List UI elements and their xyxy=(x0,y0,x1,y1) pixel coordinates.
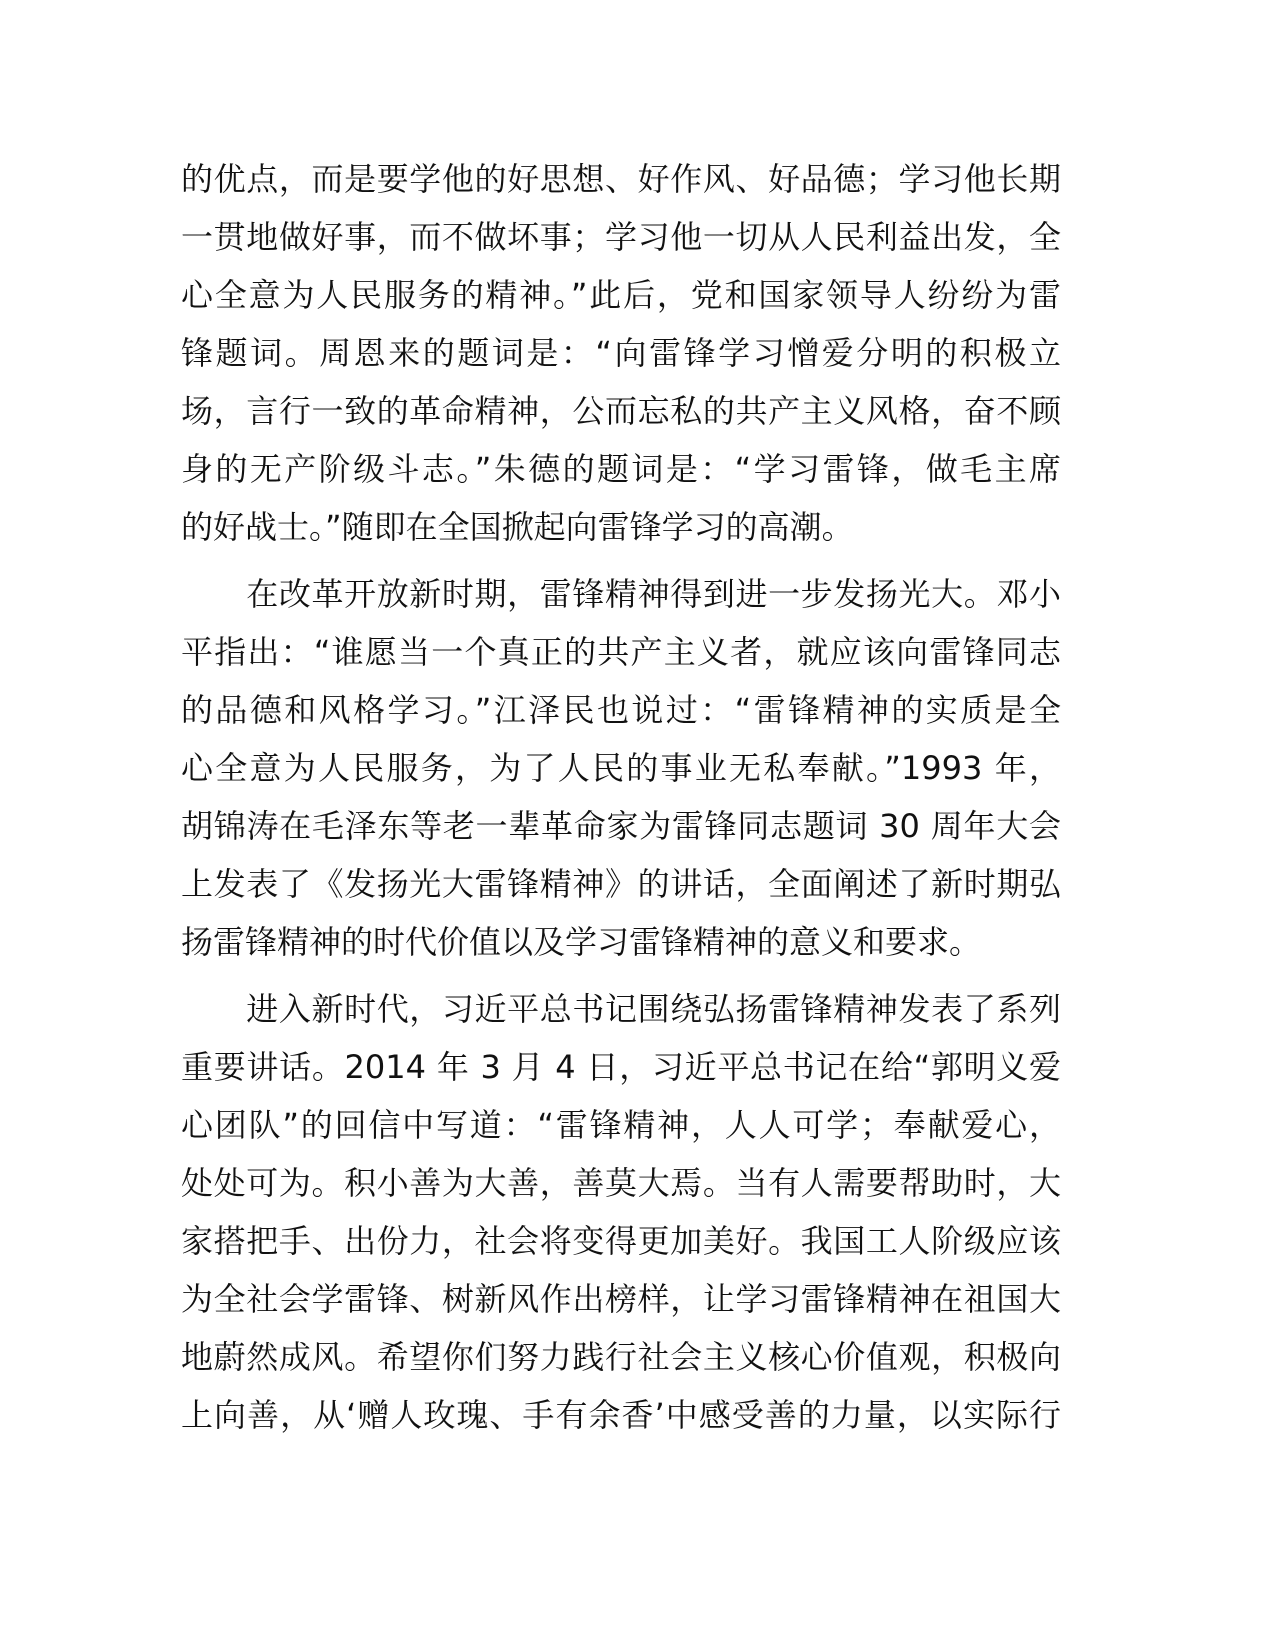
text-line: 一贯地做好事，而不做坏事；学习他一切从人民利益出发，全 xyxy=(181,218,1061,256)
text-line: 上向善，从‘赠人玫瑰、手有余香’中感受善的力量，以实际行 xyxy=(181,1396,1061,1434)
text-line: 心团队”的回信中写道：“雷锋精神，人人可学；奉献爱心， xyxy=(181,1106,1061,1144)
document-body xyxy=(181,156,1061,1450)
text-line: 地蔚然成风。希望你们努力践行社会主义核心价值观，积极向 xyxy=(181,1338,1061,1376)
paragraph-2 xyxy=(181,571,1061,977)
text-line: 身的无产阶级斗志。”朱德的题词是：“学习雷锋，做毛主席 xyxy=(181,450,1061,488)
text-line: 心全意为人民服务，为了人民的事业无私奉献。”1993 年， xyxy=(181,749,1061,787)
text-line: 为全社会学雷锋、树新风作出榜样，让学习雷锋精神在祖国大 xyxy=(181,1280,1061,1318)
text-line: 家搭把手、出份力，社会将变得更加美好。我国工人阶级应该 xyxy=(181,1222,1061,1260)
text-line: 扬雷锋精神的时代价值以及学习雷锋精神的意义和要求。 xyxy=(181,923,982,961)
text-line: 上发表了《发扬光大雷锋精神》的讲话，全面阐述了新时期弘 xyxy=(181,865,1061,903)
text-line: 在改革开放新时期，雷锋精神得到进一步发扬光大。邓小 xyxy=(181,575,1061,613)
text-line: 平指出：“谁愿当一个真正的共产主义者，就应该向雷锋同志 xyxy=(181,633,1061,671)
text-line: 进入新时代，习近平总书记围绕弘扬雷锋精神发表了系列 xyxy=(181,990,1061,1028)
text-line: 处处可为。积小善为大善，善莫大焉。当有人需要帮助时，大 xyxy=(181,1164,1061,1202)
text-line: 场，言行一致的革命精神，公而忘私的共产主义风格，奋不顾 xyxy=(181,392,1061,430)
text-line: 重要讲话。2014 年 3 月 4 日，习近平总书记在给“郭明义爱 xyxy=(181,1048,1061,1086)
paragraph-1 xyxy=(181,156,1061,562)
paragraph-3 xyxy=(181,986,1061,1450)
text-line: 的优点，而是要学他的好思想、好作风、好品德；学习他长期 xyxy=(181,160,1061,198)
text-line: 胡锦涛在毛泽东等老一辈革命家为雷锋同志题词 30 周年大会 xyxy=(181,807,1061,845)
text-line: 锋题词。周恩来的题词是：“向雷锋学习憎爱分明的积极立 xyxy=(181,334,1061,372)
text-line: 心全意为人民服务的精神。”此后，党和国家领导人纷纷为雷 xyxy=(181,276,1061,314)
text-line: 的好战士。”随即在全国掀起向雷锋学习的高潮。 xyxy=(181,508,854,546)
text-line: 的品德和风格学习。”江泽民也说过：“雷锋精神的实质是全 xyxy=(181,691,1061,729)
